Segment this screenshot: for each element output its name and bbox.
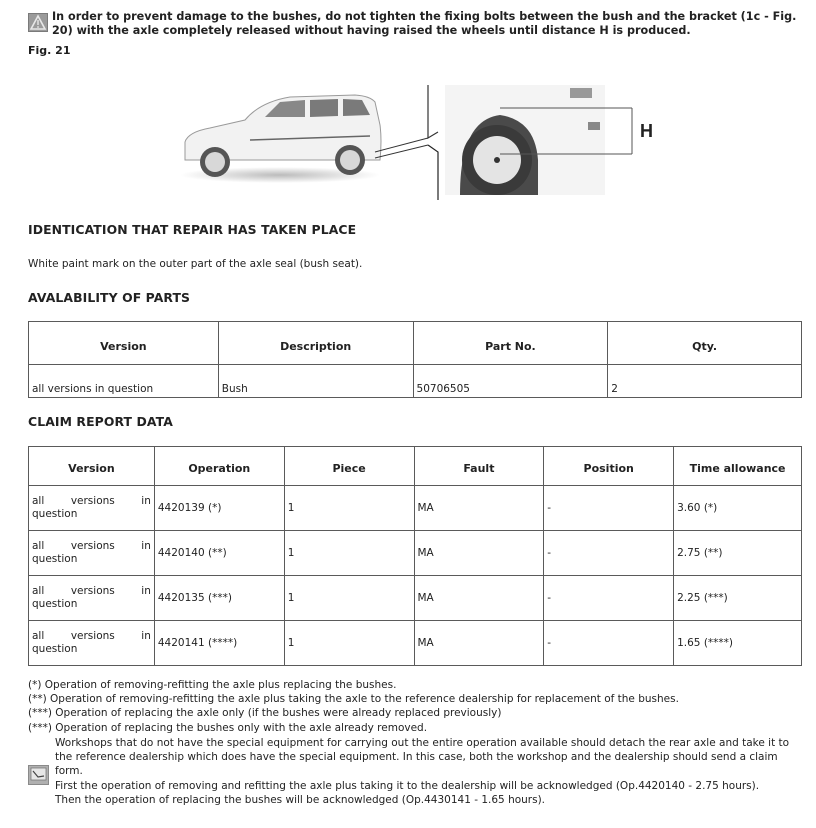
figure-label: Fig. 21 — [28, 44, 71, 57]
column-header: Description — [218, 322, 413, 365]
note-icon — [28, 765, 49, 785]
figure-21-illustration — [170, 80, 670, 205]
version-cell — [29, 576, 155, 621]
table-row — [29, 531, 802, 576]
operation-cell: 4420141 (****) — [154, 621, 284, 666]
car-side-view — [180, 95, 428, 183]
version-word: in — [141, 540, 151, 552]
version-word: versions — [70, 495, 115, 507]
column-header: Time allowance — [674, 447, 802, 486]
version-cell — [29, 486, 155, 531]
position-cell: - — [544, 531, 674, 576]
column-header: Version — [29, 322, 219, 365]
column-header: Version — [29, 447, 155, 486]
column-header: Part No. — [413, 322, 608, 365]
time-allowance-cell: 3.60 (*) — [674, 486, 802, 531]
fault-cell: MA — [414, 621, 544, 666]
time-allowance-cell: 1.65 (****) — [674, 621, 802, 666]
fault-cell: MA — [414, 576, 544, 621]
version-word: question — [32, 643, 78, 655]
table-row — [29, 621, 802, 666]
position-cell: - — [544, 621, 674, 666]
info-note — [28, 736, 808, 807]
version-word: versions — [70, 540, 115, 552]
warning-triangle-icon — [28, 13, 48, 32]
version-word: all — [32, 585, 45, 597]
identification-text: White paint mark on the outer part of the axle seal (bush seat). — [28, 258, 363, 270]
quantity-cell: 2 — [608, 365, 802, 398]
dimension-h-label: H — [640, 121, 653, 141]
parts-header-row — [29, 322, 802, 365]
part-number-cell: 50706505 — [413, 365, 608, 398]
rear-wheel-detail — [445, 85, 605, 195]
column-header: Fault — [414, 447, 544, 486]
operation-cell: 4420135 (***) — [154, 576, 284, 621]
position-cell: - — [544, 486, 674, 531]
version-word: versions — [70, 585, 115, 597]
version-word: question — [32, 598, 78, 610]
parts-heading: AVALABILITY OF PARTS — [28, 290, 191, 305]
version-word: all — [32, 630, 45, 642]
version-word: in — [141, 495, 151, 507]
piece-cell: 1 — [284, 621, 414, 666]
fault-cell: MA — [414, 486, 544, 531]
table-row — [29, 365, 802, 398]
position-cell: - — [544, 576, 674, 621]
column-header: Operation — [154, 447, 284, 486]
version-word: question — [32, 553, 78, 565]
version-word: versions — [70, 630, 115, 642]
info-paragraph: Then the operation of replacing the bushes will be acknowledged (Op.4430141 - 1.65 hours). — [55, 793, 546, 806]
time-allowance-cell: 2.75 (**) — [674, 531, 802, 576]
parts-table — [28, 321, 802, 398]
version-cell: all versions in question — [29, 365, 219, 398]
version-word: in — [141, 585, 151, 597]
warning-note — [28, 10, 808, 37]
column-header: Position — [544, 447, 674, 486]
table-row — [29, 486, 802, 531]
piece-cell: 1 — [284, 531, 414, 576]
operation-cell: 4420140 (**) — [154, 531, 284, 576]
claim-heading: CLAIM REPORT DATA — [28, 414, 173, 429]
description-cell: Bush — [218, 365, 413, 398]
version-word: all — [32, 495, 45, 507]
column-header: Piece — [284, 447, 414, 486]
piece-cell: 1 — [284, 486, 414, 531]
piece-cell: 1 — [284, 576, 414, 621]
version-cell — [29, 621, 155, 666]
footnotes — [28, 678, 679, 735]
version-word: in — [141, 630, 151, 642]
claim-table — [28, 446, 802, 666]
claim-header-row — [29, 447, 802, 486]
footnote: (*) Operation of removing-refitting the axle plus replacing the bushes. — [28, 679, 397, 691]
time-allowance-cell: 2.25 (***) — [674, 576, 802, 621]
footnote: (***) Operation of replacing the axle only (if the bushes were already replaced previously) — [28, 707, 502, 720]
fault-cell: MA — [414, 531, 544, 576]
version-word: question — [32, 508, 78, 520]
info-paragraph: Workshops that do not have the special equipment for carrying out the entire operation available should detach the rear axle and take it to the reference dealership which does have the special equipment. In this case, both the workshop and the dealership should send a claim form. — [55, 737, 790, 778]
version-word: all — [32, 540, 45, 552]
version-cell — [29, 531, 155, 576]
operation-cell: 4420139 (*) — [154, 486, 284, 531]
footnote: (***) Operation of replacing the bushes only with the axle already removed. — [28, 721, 428, 734]
divider-line — [428, 85, 438, 200]
footnote: (**) Operation of removing-refitting the axle plus taking the axle to the reference dealership for replacement of the bushes. — [28, 693, 679, 706]
warning-text: In order to prevent damage to the bushes, do not tighten the fixing bolts between the bush and the bracket (1c - Fig. 20) with the axle completely released without having raised the wheels until distance H is produced. — [52, 10, 797, 37]
table-row — [29, 576, 802, 621]
identification-heading: IDENTICATION THAT REPAIR HAS TAKEN PLACE — [28, 222, 357, 237]
info-paragraph: First the operation of removing and refitting the axle plus taking it to the dealership will be acknowledged (Op.4420140 - 2.75 hours). — [55, 779, 760, 792]
column-header: Qty. — [608, 322, 802, 365]
